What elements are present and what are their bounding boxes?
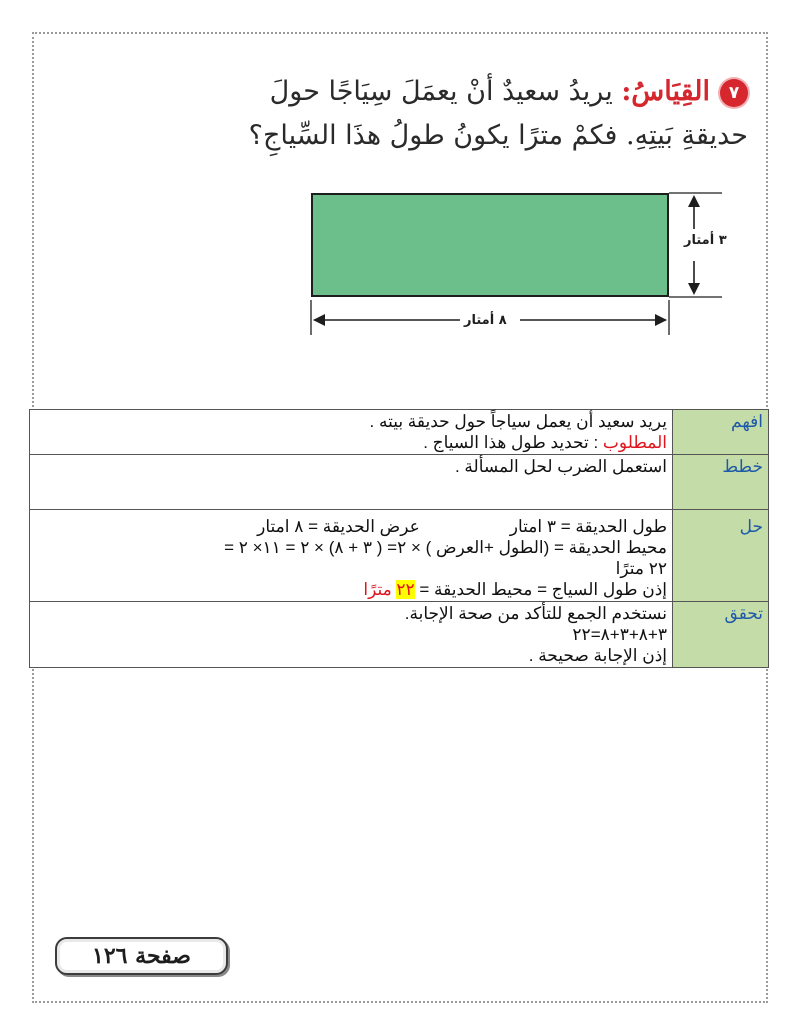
solve-line-3: ٢٢ مترًا bbox=[615, 559, 667, 578]
problem-line-2: حديقةِ بَيتِهِ. فكمْ مترًا يكونُ طولُ هذَا السِّياجِ؟ bbox=[248, 120, 748, 151]
problem-line-1 bbox=[88, 70, 748, 114]
problem-statement bbox=[88, 70, 748, 158]
garden-figure bbox=[300, 185, 750, 335]
step-label-solve: حل bbox=[673, 510, 769, 602]
solve-line-1 bbox=[35, 516, 667, 537]
step-label-plan: خطط bbox=[673, 455, 769, 510]
step-content-check bbox=[30, 602, 673, 668]
problem-text-1: يريدُ سعيدٌ أنْ يعمَلَ سِيَاجًا حولَ bbox=[269, 76, 613, 107]
width-arrowhead-bottom bbox=[688, 283, 700, 295]
understand-line-2 bbox=[35, 432, 667, 453]
required-text: : تحديد طول هذا السياج . bbox=[423, 433, 603, 452]
row-solve bbox=[30, 510, 769, 602]
garden-width: عرض الحديقة = ٨ امتار bbox=[257, 517, 420, 536]
row-check bbox=[30, 602, 769, 668]
check-line-2: ٣+٨+٣+٨=٢٢ bbox=[572, 625, 667, 644]
plan-line-1: استعمل الضرب لحل المسألة . bbox=[454, 457, 667, 476]
problem-label: القِيَاسُ: bbox=[621, 76, 710, 107]
solve-line-2: محيط الحديقة = (الطول +العرض ) × ٢= ( ٣ + ٨) × ٢ = ١١× ٢ = bbox=[224, 538, 667, 557]
length-arrowhead-left bbox=[313, 314, 325, 326]
check-line-1: نستخدم الجمع للتأكد من صحة الإجابة. bbox=[404, 604, 667, 623]
step-content-solve bbox=[30, 510, 673, 602]
solution-table bbox=[29, 409, 769, 668]
dimension-arrows bbox=[300, 185, 750, 335]
step-label-understand: افهم bbox=[673, 410, 769, 455]
conclusion-prefix: إذن طول السياج = محيط الحديقة = bbox=[414, 580, 667, 599]
row-plan bbox=[30, 455, 769, 510]
understand-line-1: يريد سعيد أن يعمل سياجاً حول حديقة بيته . bbox=[369, 412, 667, 431]
step-label-check: تحقق bbox=[673, 602, 769, 668]
conclusion-value: ٢٢ bbox=[396, 580, 415, 599]
required-label: المطلوب bbox=[602, 433, 667, 452]
width-label: ٣ أمتار bbox=[684, 233, 727, 248]
conclusion-unit: مترًا bbox=[363, 580, 397, 599]
check-line-3: إذن الإجابة صحيحة . bbox=[528, 646, 667, 665]
width-arrowhead-top bbox=[688, 195, 700, 207]
length-arrowhead-right bbox=[655, 314, 667, 326]
page-number-badge bbox=[55, 937, 228, 975]
garden-length: طول الحديقة = ٣ امتار bbox=[509, 517, 667, 536]
step-content-plan bbox=[30, 455, 673, 510]
length-label: ٨ أمتار bbox=[460, 313, 511, 328]
solve-line-4 bbox=[35, 579, 667, 600]
row-understand bbox=[30, 410, 769, 455]
problem-number-badge: ٧ bbox=[720, 79, 748, 107]
page-number: صفحة ١٢٦ bbox=[92, 943, 191, 969]
step-content-understand bbox=[30, 410, 673, 455]
